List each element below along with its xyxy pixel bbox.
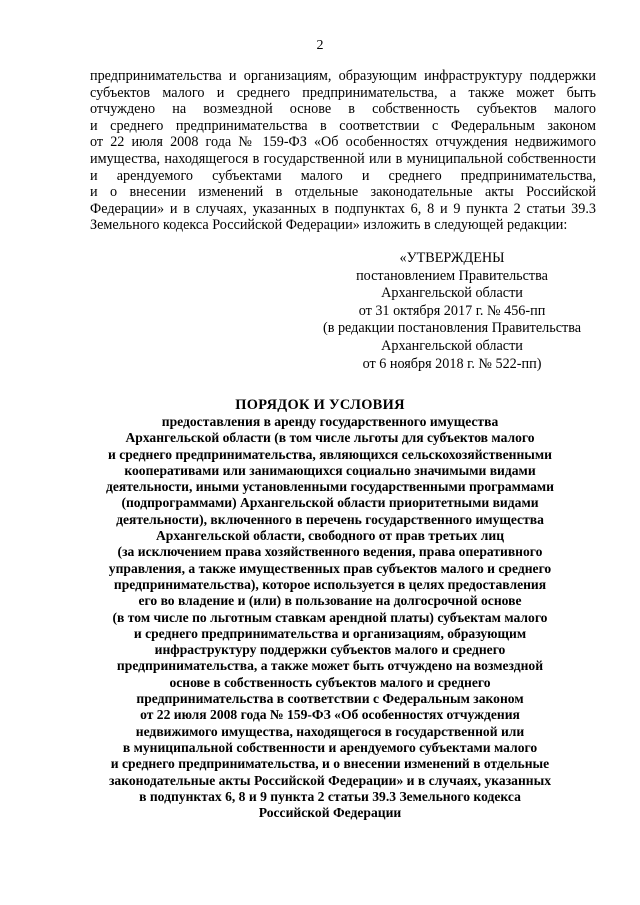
subtitle-line: и среднего предпринимательства, являющихся сельскохозяйственными [107,446,552,462]
subtitle-line: Архангельской области, свободного от прав третьих лиц [155,528,505,544]
body-line: Земельного кодекса Российской Федерации» изложить в следующей редакции: [90,217,568,234]
subtitle-line: предпринимательства), которое используется в целях предоставления [113,576,547,592]
subtitle-line: в подпунктах 6, 8 и 9 пункта 2 статьи 39.3 Земельного кодекса [139,788,521,804]
subtitle-line: (подпрограммами) Архангельской области приоритетными видами [121,495,539,511]
subtitle-line: (в том числе по льготным ставкам арендной платы) субъектам малого [112,609,548,625]
approval-line: Архангельской области [381,285,523,302]
document-subtitle [70,414,590,821]
subtitle-line: предпринимательства, а также может быть отчуждено на возмездной [116,658,544,674]
approval-line: от 6 ноября 2018 г. № 522-пп) [362,355,542,372]
body-line: отчуждено на возмездной основе в собственность субъектов малого [90,101,596,118]
subtitle-line: недвижимого имущества, находящегося в государственной или [135,723,525,739]
approval-line: «УТВЕРЖДЕНЫ [399,250,505,266]
subtitle-line: деятельности), включенного в перечень государственного имущества [116,511,544,527]
subtitle-line: инфраструктуру поддержки субъектов малого и среднего [154,642,506,658]
subtitle-line: предпринимательства в соответствии с Федеральным законом [136,691,524,707]
body-line: предпринимательства и организациям, образующим инфраструктуру поддержки [90,68,596,84]
subtitle-line: и среднего предпринимательства, и о внесении изменений в отдельные [110,756,550,772]
subtitle-line: Российской Федерации [258,805,402,821]
approval-stamp [300,250,604,373]
approval-line: Архангельской области [381,337,523,354]
subtitle-line: кооперативами или занимающихся социально значимыми видами [124,462,536,478]
body-paragraph [90,68,596,234]
subtitle-line: деятельности, иными установленными государственными программами [105,479,554,495]
subtitle-line: и среднего предпринимательства и организациям, образующим [133,625,527,641]
document-title: ПОРЯДОК И УСЛОВИЯ [235,397,405,413]
page-number: 2 [316,38,324,53]
subtitle-line: законодательные акты Российской Федерации» и в случаях, указанных [108,772,552,788]
subtitle-line: в муниципальной собственности и арендуемого субъектами малого [122,739,538,755]
approval-line: постановлением Правительства [356,267,548,284]
approval-line: от 31 октября 2017 г. № 456-пп [358,302,546,319]
approval-line: (в редакции постановления Правительства [322,320,582,337]
body-line: Федерации» и в случаях, указанных в подпунктах 6, 8 и 9 пункта 2 статьи 39.3 [90,200,596,217]
subtitle-line: основе в собственность субъектов малого и среднего [169,674,491,690]
body-line: от 22 июля 2008 года № 159-ФЗ «Об особенностях отчуждения недвижимого [90,134,596,151]
body-line: имущества, находящегося в государственной или в муниципальной собственности [90,150,596,167]
subtitle-line: предоставления в аренду государственного имущества [161,414,499,429]
subtitle-line: от 22 июля 2008 года № 159-ФЗ «Об особенностях отчуждения [140,707,520,723]
body-line: и среднего предпринимательства в соответствии с Федеральным законом [90,117,596,134]
body-line: и о внесении изменений в отдельные законодательные акты Российской [90,184,596,201]
subtitle-line: его во владение и (или) в пользование на долгосрочной основе [138,593,522,609]
subtitle-line: (за исключением права хозяйственного ведения, права оперативного [117,544,543,560]
subtitle-line: управления, а также имущественных прав субъектов малого и среднего [108,560,552,576]
body-line: субъектов малого и среднего предпринимательства, а также может быть [90,84,596,101]
body-line: и арендуемого субъектами малого и среднего предпринимательства, [90,167,596,184]
subtitle-line: Архангельской области (в том числе льготы для субъектов малого [125,430,535,446]
